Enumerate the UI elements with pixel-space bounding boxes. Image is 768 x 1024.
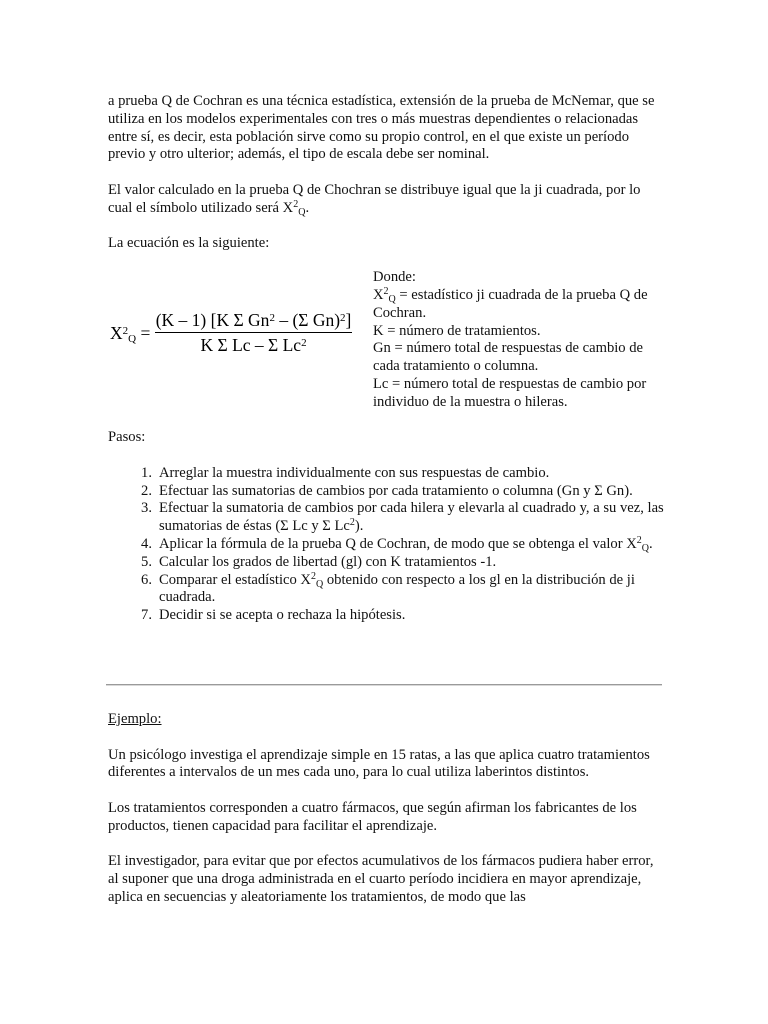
- example-paragraph-2: Los tratamientos corresponden a cuatro fármacos, que según afirman los fabricantes de los productos, tienen capacidad para facilitar el aprendizaje.: [108, 799, 637, 834]
- denominator-part: K Σ Lc – Σ Lc: [200, 335, 302, 356]
- step-text-main: Comparar el estadístico X: [159, 571, 311, 588]
- step-item: [108, 572, 668, 608]
- symbol: X: [373, 286, 384, 303]
- step-item: [108, 554, 668, 572]
- formula-x: X: [110, 322, 123, 343]
- step-text: [159, 465, 668, 483]
- document-body: [108, 93, 668, 625]
- step-number: 3.: [141, 500, 152, 517]
- step-text-main: Aplicar la fórmula de la prueba Q de Cochran, de modo que se obtenga el valor X: [159, 535, 637, 552]
- superscript: 2: [383, 285, 389, 297]
- step-text-end: .: [649, 535, 653, 552]
- subscript: Q: [315, 578, 324, 590]
- step-item: [108, 465, 668, 483]
- step-text-main: Decidir si se acepta o rechaza la hipótesis.: [159, 607, 406, 624]
- period: .: [305, 199, 310, 216]
- step-item: [108, 536, 668, 554]
- example-title: Ejemplo:: [108, 711, 162, 727]
- cochran-formula: [110, 309, 352, 356]
- formula-equals: =: [136, 322, 155, 343]
- step-text: [159, 536, 668, 554]
- chi-square-paragraph: [108, 182, 668, 218]
- definitions-title: Donde:: [373, 269, 416, 286]
- chi-square-text: El valor calculado en la prueba Q de Chochran se distribuye igual que la ji cuadrada, por lo cual el símbolo utilizado será X: [108, 181, 641, 216]
- step-text-main: Arreglar la muestra individualmente con sus respuestas de cambio.: [159, 464, 550, 481]
- step-number: 6.: [141, 571, 152, 588]
- definition-text: = estadístico ji cuadrada de la prueba Q de Cochran.: [373, 286, 648, 321]
- denominator-sup: 2: [301, 337, 307, 350]
- numerator-part: – (Σ Gn): [274, 310, 341, 331]
- definition-gn: Gn = número total de respuestas de cambio de cada tratamiento o columna.: [373, 340, 644, 375]
- step-item: [108, 483, 668, 501]
- superscript: 2: [293, 198, 299, 210]
- step-item: [108, 607, 668, 625]
- equation-intro: La ecuación es la siguiente:: [108, 235, 270, 252]
- steps-list: [108, 465, 668, 625]
- step-text: [159, 500, 668, 536]
- step-number: 1.: [141, 464, 152, 481]
- numerator-sup: 2: [340, 312, 346, 325]
- definition-lc: Lc = número total de respuestas de cambio por individuo de la muestra o hileras.: [373, 375, 647, 410]
- step-text-main: Calcular los grados de libertad (gl) con K tratamientos -1.: [159, 553, 497, 570]
- step-text: [159, 572, 668, 608]
- step-text: [159, 483, 668, 501]
- formula-denominator: [155, 333, 353, 356]
- definition-x: [373, 287, 665, 323]
- example-section: [108, 711, 664, 907]
- superscript: 2: [310, 570, 316, 582]
- subscript: Q: [388, 293, 396, 305]
- step-text: [159, 554, 668, 572]
- step-number: 4.: [141, 535, 152, 552]
- intro-paragraph: a prueba Q de Cochran es una técnica estadística, extensión de la prueba de McNemar, que se utiliza en los modelos experimentales con tres o más muestras dependientes o relacionadas entre sí, es decir, esta población sirve como su propio control, en el que existe un período previo y otro ulterior; además, el tipo de escala debe ser nominal.: [108, 93, 655, 163]
- definitions: [373, 269, 665, 411]
- formula-lhs-sub: Q: [128, 332, 137, 345]
- step-number: 5.: [141, 553, 152, 570]
- formula-lhs: [110, 322, 155, 344]
- horizontal-divider: [106, 684, 662, 686]
- numerator-part: ]: [345, 310, 352, 331]
- step-text-end: ).: [354, 518, 364, 535]
- subscript: Q: [298, 206, 306, 218]
- steps-title: Pasos:: [108, 429, 146, 446]
- step-text-main: Efectuar las sumatorias de cambios por cada tratamiento o columna (Gn y Σ Gn).: [159, 482, 633, 499]
- step-number: 7.: [141, 607, 152, 624]
- superscript: 2: [636, 534, 642, 546]
- formula-fraction: [155, 309, 353, 356]
- numerator-sup: 2: [269, 312, 275, 325]
- step-number: 2.: [141, 482, 152, 499]
- numerator-part: (K – 1) [K Σ Gn: [155, 310, 270, 331]
- step-item: [108, 500, 668, 536]
- example-paragraph-1: Un psicólogo investiga el aprendizaje simple en 15 ratas, a las que aplica cuatro tratamientos diferentes a intervalos de un mes cada uno, para lo cual utiliza laberintos distintos.: [108, 746, 650, 781]
- step-text-end: obtenido con respecto a los gl en la distribución de ji cuadrada.: [159, 571, 635, 606]
- formula-section: [108, 269, 668, 419]
- subscript: Q: [641, 542, 650, 554]
- example-paragraph-3: El investigador, para evitar que por efectos acumulativos de los fármacos pudiera haber error, al suponer que una droga administrada en el cuarto período incidiera en mayor aprendizaje, aplica en secuencias y aleatoriamente los tratamientos, de modo que las: [108, 853, 654, 905]
- step-text: [159, 607, 668, 625]
- superscript: 2: [349, 517, 355, 529]
- step-text-main: Efectuar la sumatoria de cambios por cada hilera y elevarla al cuadrado y, a su vez, las sumatorias de éstas (Σ Lc y Σ Lc: [159, 500, 664, 535]
- definition-k: K = número de tratamientos.: [373, 322, 541, 339]
- formula-lhs-sup: 2: [122, 324, 129, 337]
- formula-numerator: [155, 309, 353, 333]
